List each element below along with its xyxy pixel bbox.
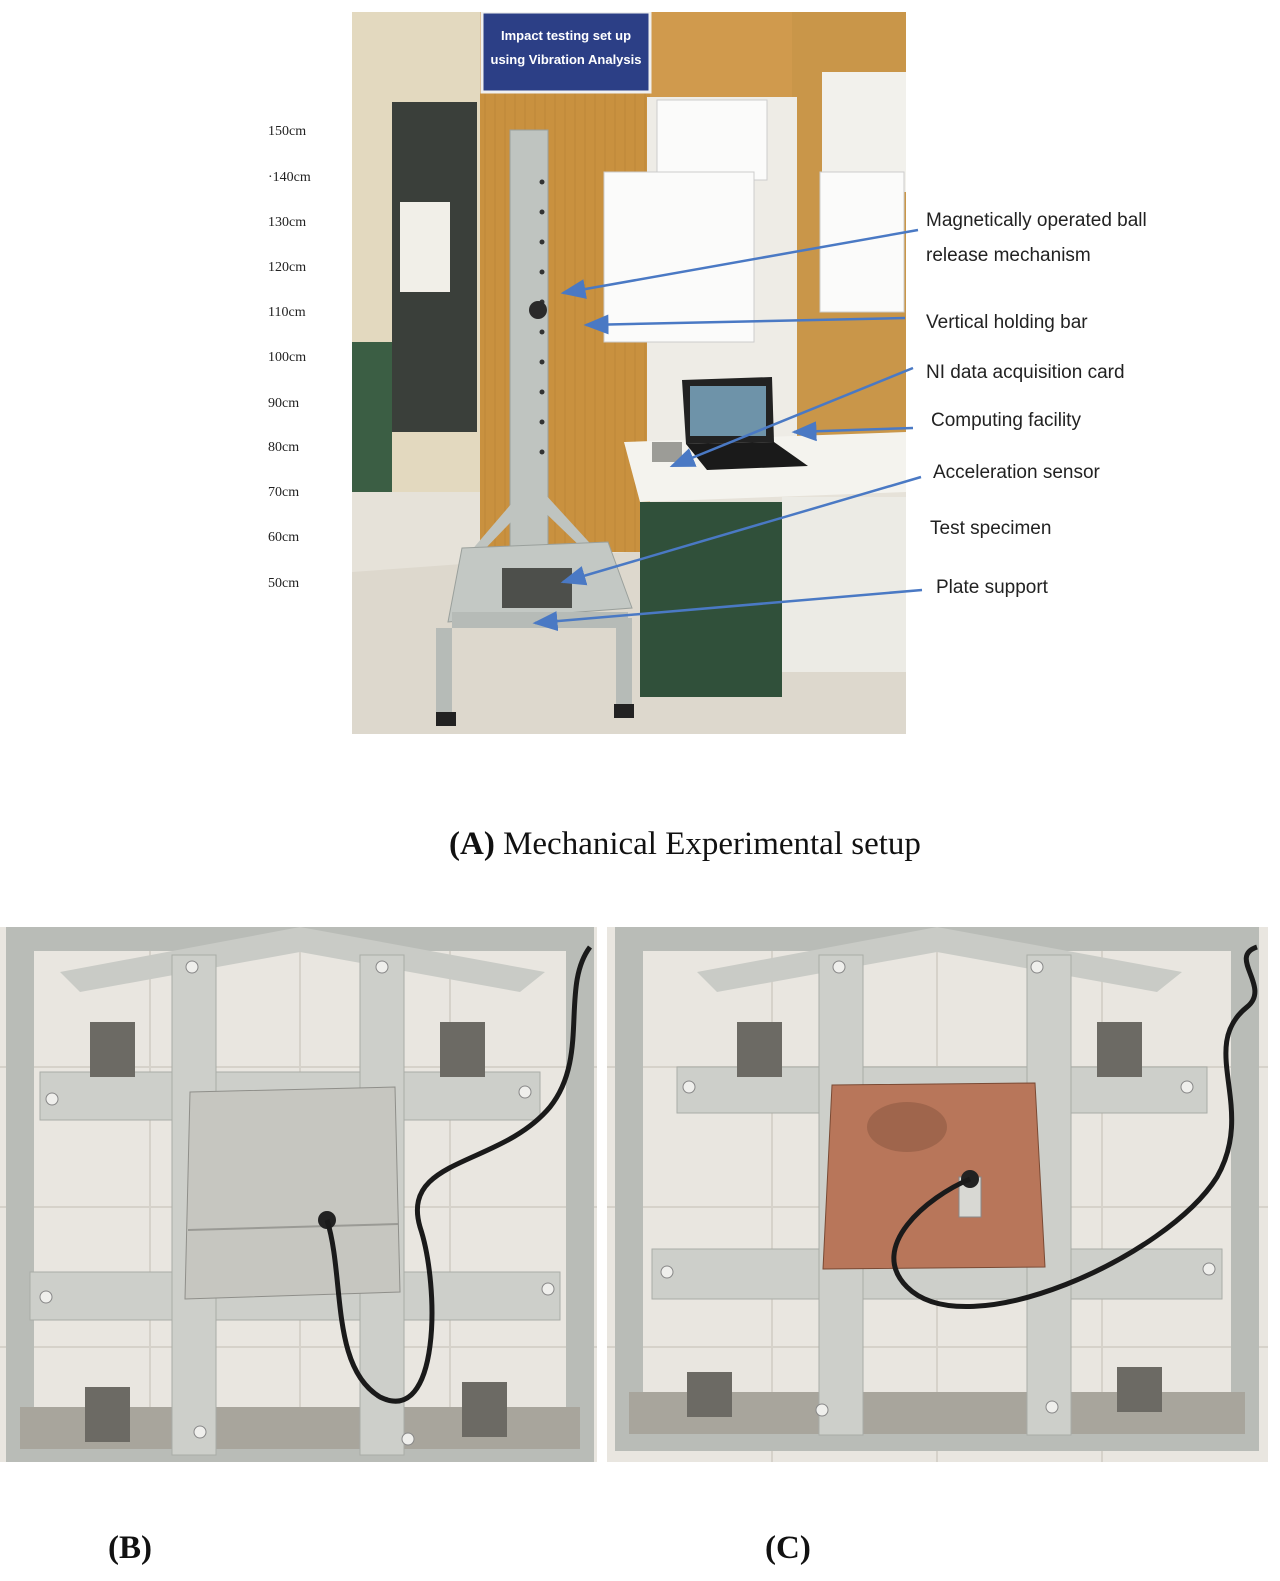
scale-tick-label: 110cm [268,305,306,320]
annotation-ball-release-line1: Magnetically operated ball [926,210,1147,231]
annotation-ball-release-line2: release mechanism [926,245,1091,266]
photo-c-illustration [607,927,1268,1462]
scale-tick-label: 90cm [268,396,300,411]
photo-copper-plate-specimen [607,927,1268,1462]
photo-impact-test-setup [352,12,906,734]
scale-tick-label: 50cm [268,576,300,591]
caption-c [765,1530,811,1567]
caption-b-letter: (B) [108,1530,152,1566]
caption-c-letter: (C) [765,1530,811,1566]
annotation-computing: Computing facility [931,410,1081,431]
annotation-test-specimen: Test specimen [930,518,1052,539]
caption-b [108,1530,152,1567]
scale-tick-label: 70cm [268,485,300,500]
annotation-plate-support: Plate support [936,577,1048,598]
photo-b-illustration [0,927,597,1462]
annotation-daq-card: NI data acquisition card [926,362,1125,383]
scale-tick-label: ·140cm [268,170,311,185]
caption-a [449,826,921,863]
annotation-vertical-bar: Vertical holding bar [926,312,1088,333]
caption-a-letter: (A) [449,826,495,862]
sign-line-2: using Vibration Analysis [490,52,642,67]
sign-line-1: Impact testing set up [500,28,632,43]
caption-a-text: Mechanical Experimental setup [494,826,921,862]
scale-tick-label: 80cm [268,440,300,455]
photo-a-illustration [352,12,906,734]
photo-steel-plate-specimen [0,927,597,1462]
scale-tick-label: 60cm [268,530,300,545]
annotation-acceleration-sensor: Acceleration sensor [933,462,1100,483]
scale-tick-label: 130cm [268,215,307,230]
scale-tick-label: 120cm [268,260,307,275]
scale-tick-label: 100cm [268,350,307,365]
scale-tick-label: 150cm [268,124,307,139]
